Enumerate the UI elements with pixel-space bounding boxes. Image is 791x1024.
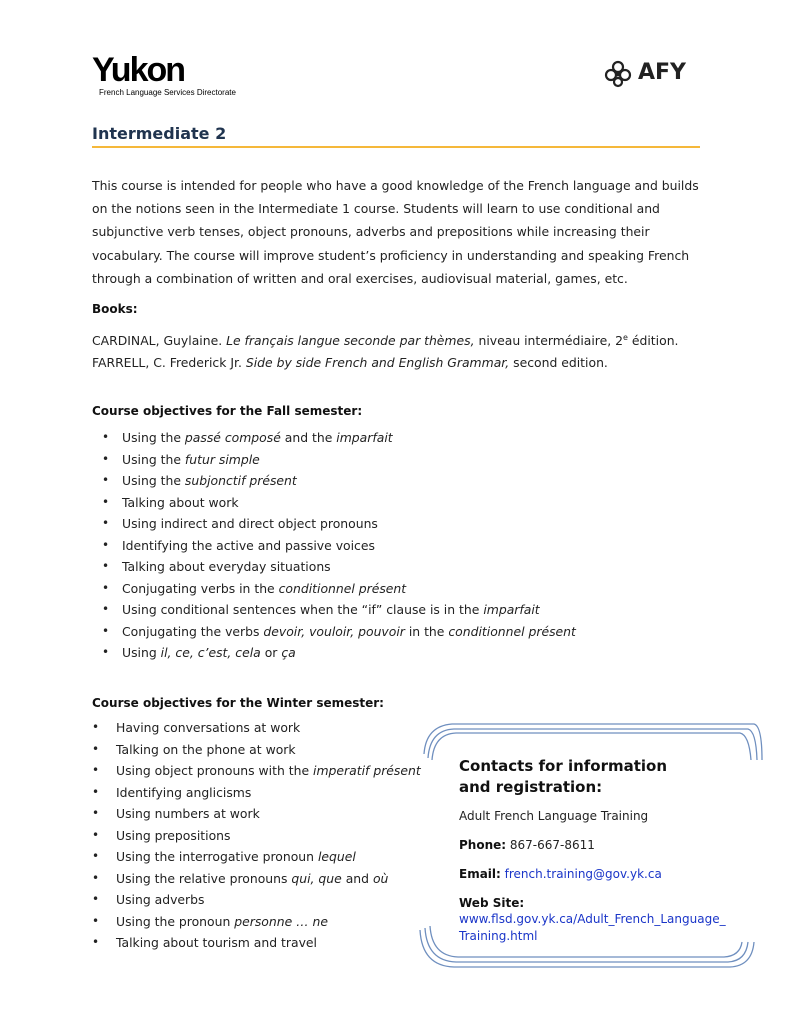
objective-term: qui, que [291, 870, 342, 886]
objective-text: Talking about work [122, 494, 239, 510]
objective-term: futur simple [184, 451, 260, 467]
objective-text: Using [122, 645, 161, 660]
bullet-icon: • [92, 870, 100, 885]
afy-logo [603, 59, 693, 89]
bullet-icon: • [102, 623, 110, 638]
objective-item [92, 911, 421, 933]
bullet-icon: • [92, 763, 100, 777]
book-details-end: édition. [627, 333, 679, 349]
yukon-logo-subtitle: French Language Services Directorate [99, 88, 236, 97]
title-underline [92, 146, 700, 148]
objective-text: Using indirect and direct object pronouns [122, 516, 378, 531]
objective-item [102, 535, 576, 557]
objective-item [102, 470, 576, 492]
objective-text: Identifying anglicisms [116, 784, 252, 800]
objective-term: ça [281, 645, 296, 660]
objective-text: Using the [122, 430, 185, 445]
contact-box-title [459, 756, 667, 798]
objective-text: Using the interrogative pronoun [116, 849, 318, 864]
afy-logo-text: AFY [638, 60, 686, 85]
bullet-icon: • [102, 430, 110, 444]
objective-item [102, 449, 576, 471]
contact-organization: Adult French Language Training [459, 809, 649, 823]
page-title: Intermediate 2 [92, 124, 227, 143]
objective-text: Talking on the phone at work [116, 741, 296, 757]
contact-email [459, 867, 662, 881]
objective-item [102, 599, 576, 621]
objective-item [92, 889, 421, 911]
bullet-icon: • [102, 473, 110, 487]
fleur-emblem-icon [603, 59, 633, 89]
objective-text: Using the pronoun [116, 913, 235, 929]
book-farrell [92, 355, 608, 370]
objective-text: Talking about everyday situations [122, 559, 331, 574]
bullet-icon: • [102, 494, 110, 509]
objective-item [92, 825, 421, 847]
winter-objectives-heading: Course objectives for the Winter semester: [92, 696, 384, 710]
book-title: Side by side French and English Grammar, [245, 355, 510, 370]
fall-objectives-heading: Course objectives for the Fall semester: [92, 404, 363, 418]
objective-text: Using object pronouns with the [116, 763, 314, 778]
objective-text: Conjugating verbs in the [122, 580, 279, 596]
bullet-icon: • [102, 602, 110, 616]
objective-text: or [260, 645, 282, 660]
web-site-link[interactable] [459, 911, 739, 945]
objective-text: in the [404, 623, 449, 639]
bullet-icon: • [92, 913, 100, 928]
bullet-icon: • [92, 720, 100, 734]
winter-objectives-list [92, 717, 421, 954]
bullet-icon: • [92, 892, 100, 906]
objective-text: Using numbers at work [116, 806, 260, 821]
phone-number: 867-667-8611 [506, 838, 595, 852]
objective-item [92, 717, 421, 739]
bullet-icon: • [102, 451, 110, 466]
objective-text: Using the [122, 451, 185, 467]
fall-objectives-list [102, 427, 576, 664]
objective-text: Using the relative pronouns [116, 870, 292, 886]
objective-term: imperatif présent [313, 763, 421, 778]
bullet-icon: • [102, 537, 110, 552]
web-label: Web Site: [459, 896, 525, 910]
bullet-icon: • [92, 827, 100, 842]
objective-term: personne … ne [234, 913, 328, 929]
objective-text: Using adverbs [116, 892, 205, 907]
book-title: Le français langue seconde par thèmes, [226, 333, 475, 349]
bullet-icon: • [102, 580, 110, 595]
bullet-icon: • [92, 935, 100, 949]
book-details: second edition. [509, 355, 608, 370]
objective-item [92, 868, 421, 890]
objective-text: Conjugating the verbs [122, 623, 264, 639]
web-link-line1[interactable]: www.flsd.gov.yk.ca/Adult_French_Language_ [459, 912, 726, 926]
contact-title-line1: Contacts for information [459, 757, 668, 775]
bullet-icon: • [92, 741, 100, 756]
objective-text: and [341, 870, 373, 886]
objective-item [102, 513, 576, 535]
objective-term: où [372, 870, 389, 886]
web-site-label [459, 896, 524, 910]
objective-item [92, 782, 421, 804]
objective-term: lequel [317, 849, 356, 864]
objective-item [102, 642, 576, 664]
objective-text: Having conversations at work [116, 720, 301, 735]
bullet-icon: • [102, 645, 110, 659]
objective-item [102, 578, 576, 600]
contact-title-line2: and registration: [459, 778, 603, 796]
objective-item [102, 427, 576, 449]
objective-text: Identifying the active and passive voices [122, 537, 375, 553]
book-cardinal [92, 333, 678, 348]
book-details: niveau intermédiaire, 2 [474, 333, 624, 349]
objective-item [92, 803, 421, 825]
objective-term: conditionnel présent [278, 580, 407, 596]
objective-text: Using the [122, 473, 185, 488]
objective-text: and the [280, 430, 337, 445]
objective-term: subjonctif présent [184, 473, 297, 488]
bullet-icon: • [92, 849, 100, 863]
objective-item [102, 556, 576, 578]
objective-item [102, 492, 576, 514]
yukon-logo-word: Yukon [92, 51, 185, 89]
objective-item [92, 932, 421, 954]
objective-term: devoir, vouloir, pouvoir [263, 623, 405, 639]
email-label: Email: [459, 867, 501, 881]
objective-item [92, 739, 421, 761]
objective-term: imparfait [483, 602, 540, 617]
objective-term: il, ce, c’est, cela [160, 645, 261, 660]
bullet-icon: • [102, 516, 110, 530]
web-link-line2[interactable]: Training.html [459, 929, 538, 943]
objective-item [92, 760, 421, 782]
book-author: CARDINAL, Guylaine. [92, 333, 227, 349]
objective-term: imparfait [336, 430, 393, 445]
bullet-icon: • [92, 784, 100, 799]
objective-item [92, 846, 421, 868]
bullet-icon: • [102, 559, 110, 573]
objective-term: passé composé [184, 430, 281, 445]
objective-item [102, 621, 576, 643]
objective-text: Using conditional sentences when the “if” clause is in the [122, 602, 484, 617]
yukon-logo [92, 52, 242, 100]
objective-text: Using prepositions [116, 827, 231, 843]
book-superscript: e [623, 333, 628, 342]
bullet-icon: • [92, 806, 100, 820]
phone-label: Phone: [459, 838, 507, 852]
contact-phone [459, 838, 595, 852]
course-description: This course is intended for people who have a good knowledge of the French language and builds on the notions seen in the Intermediate 1 course. Students will learn to use conditional and subjunctive verb tenses, object pronouns, adverbs and prepositions while increasing their vocabulary. The course will improve student’s proficiency in understanding and speaking French through a combination of written and oral exercises, audiovisual material, games, etc. [92, 178, 699, 286]
objective-text: Talking about tourism and travel [116, 935, 318, 950]
objective-term: conditionnel présent [448, 623, 576, 639]
email-link[interactable]: french.training@gov.yk.ca [504, 867, 662, 881]
books-label: Books: [92, 302, 138, 316]
book-author: FARRELL, C. Frederick Jr. [92, 355, 246, 370]
